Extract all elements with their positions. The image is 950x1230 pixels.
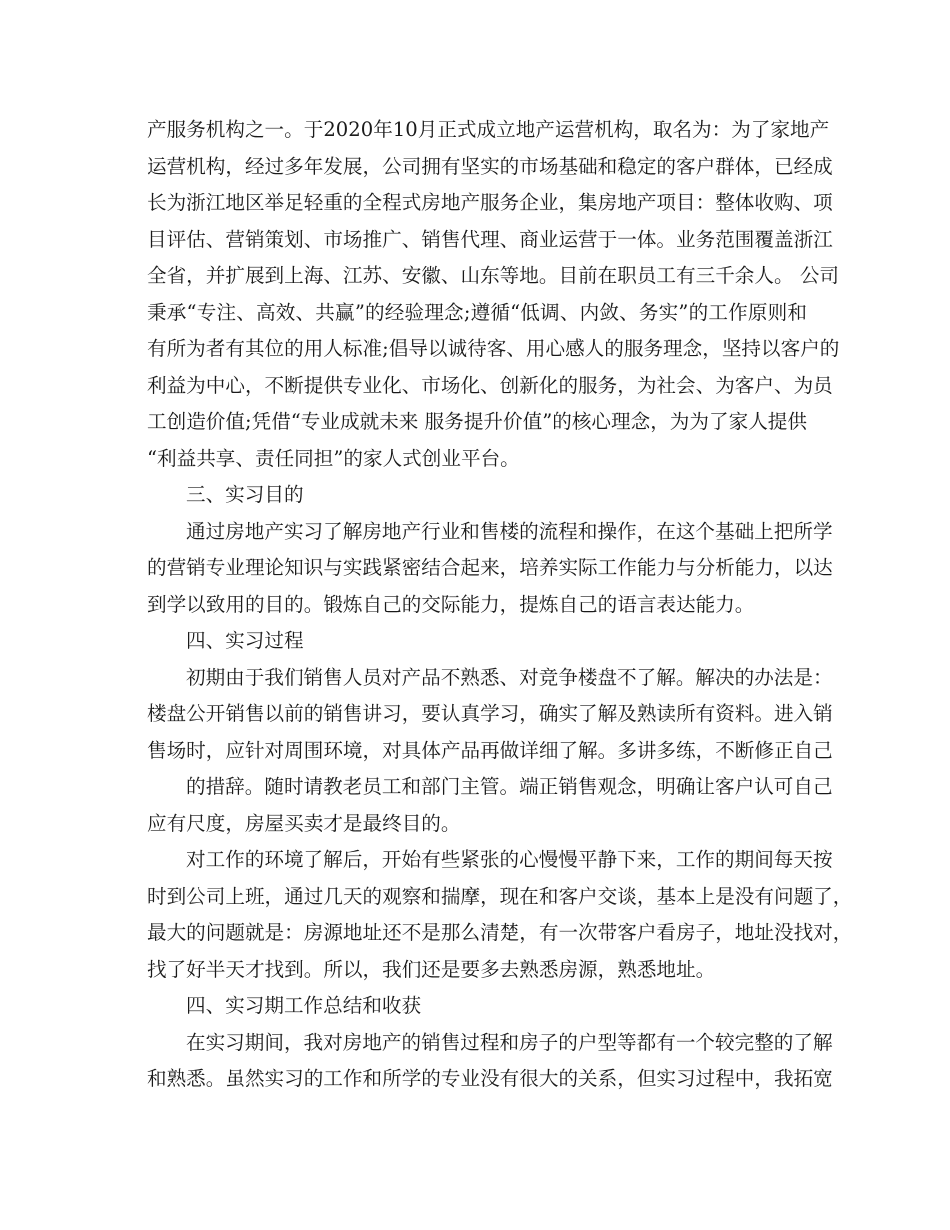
text-line: 的营销专业理论知识与实践紧密结合起来，培养实际工作能力与分析能力，以达 bbox=[147, 556, 833, 579]
text-line: 工创造价值;凭借“专业成就未来 服务提升价值”的核心理念，为为了家人提供 bbox=[147, 410, 807, 433]
text-line: 最大的问题就是：房源地址还不是那么清楚，有一次带客户看房子，地址没找对， bbox=[147, 921, 853, 944]
text-line: 在实习期间，我对房地产的销售过程和房子的户型等都有一个较完整的了解 bbox=[186, 1030, 833, 1054]
text-line: 运营机构，经过多年发展，公司拥有坚实的市场基础和稳定的客户群体，已经成 bbox=[147, 154, 833, 178]
text-line: 对工作的环境了解后，开始有些紧张的心慢慢平静下来，工作的期间每天按 bbox=[186, 848, 833, 871]
text-line: 的措辞。随时请教老员工和部门主管。端正销售观念，明确让客户认可自己 bbox=[186, 775, 833, 798]
section-heading: 四、实习期工作总结和收获 bbox=[186, 994, 422, 1017]
text-line: 通过房地产实习了解房地产行业和售楼的流程和操作，在这个基础上把所学 bbox=[186, 519, 833, 543]
text-line: 找了好半天才找到。所以，我们还是要多去熟悉房源，熟悉地址。 bbox=[147, 957, 716, 981]
text-line: 全省，并扩展到上海、江苏、安徽、山东等地。目前在职员工有三千余人。 公司 bbox=[147, 264, 840, 287]
text-line: 有所为者有其位的用人标准;倡导以诚待客、用心感人的服务理念，坚持以客户的 bbox=[147, 337, 840, 360]
text-line: “利益共享、责任同担”的家人式创业平台。 bbox=[147, 446, 520, 470]
text-line: 楼盘公开销售以前的销售讲习，要认真学习，确实了解及熟读所有资料。进入销 bbox=[147, 702, 833, 725]
section-heading: 三、实习目的 bbox=[186, 483, 304, 506]
text-line: 到学以致用的目的。锻炼自己的交际能力，提炼自己的语言表达能力。 bbox=[147, 592, 755, 616]
text-line: 秉承“专注、高效、共赢”的经验理念;遵循“低调、内敛、务实”的工作原则和 bbox=[147, 300, 807, 324]
text-line: 时到公司上班，通过几天的观察和揣摩，现在和客户交谈，基本上是没有问题了， bbox=[147, 884, 853, 908]
text-line: 初期由于我们销售人员对产品不熟悉、对竞争楼盘不了解。解决的办法是： bbox=[186, 665, 833, 689]
section-heading: 四、实习过程 bbox=[186, 629, 304, 652]
text-line: 和熟悉。虽然实习的工作和所学的专业没有很大的关系，但实习过程中，我拓宽 bbox=[147, 1067, 833, 1090]
text-line: 利益为中心，不断提供专业化、市场化、创新化的服务，为社会、为客户、为员 bbox=[147, 373, 833, 397]
text-line: 售场时，应针对周围环境，对具体产品再做详细了解。多讲多练，不断修正自己 bbox=[147, 738, 833, 762]
text-line: 产服务机构之一。于2020年10月正式成立地产运营机构，取名为：为了家地产 bbox=[147, 118, 830, 141]
text-line: 应有尺度，房屋买卖才是最终目的。 bbox=[147, 811, 461, 835]
text-line: 长为浙江地区举足轻重的全程式房地产服务企业，集房地产项目：整体收购、项 bbox=[147, 191, 833, 214]
text-line: 目评估、营销策划、市场推广、销售代理、商业运营于一体。业务范围覆盖浙江 bbox=[147, 227, 833, 251]
